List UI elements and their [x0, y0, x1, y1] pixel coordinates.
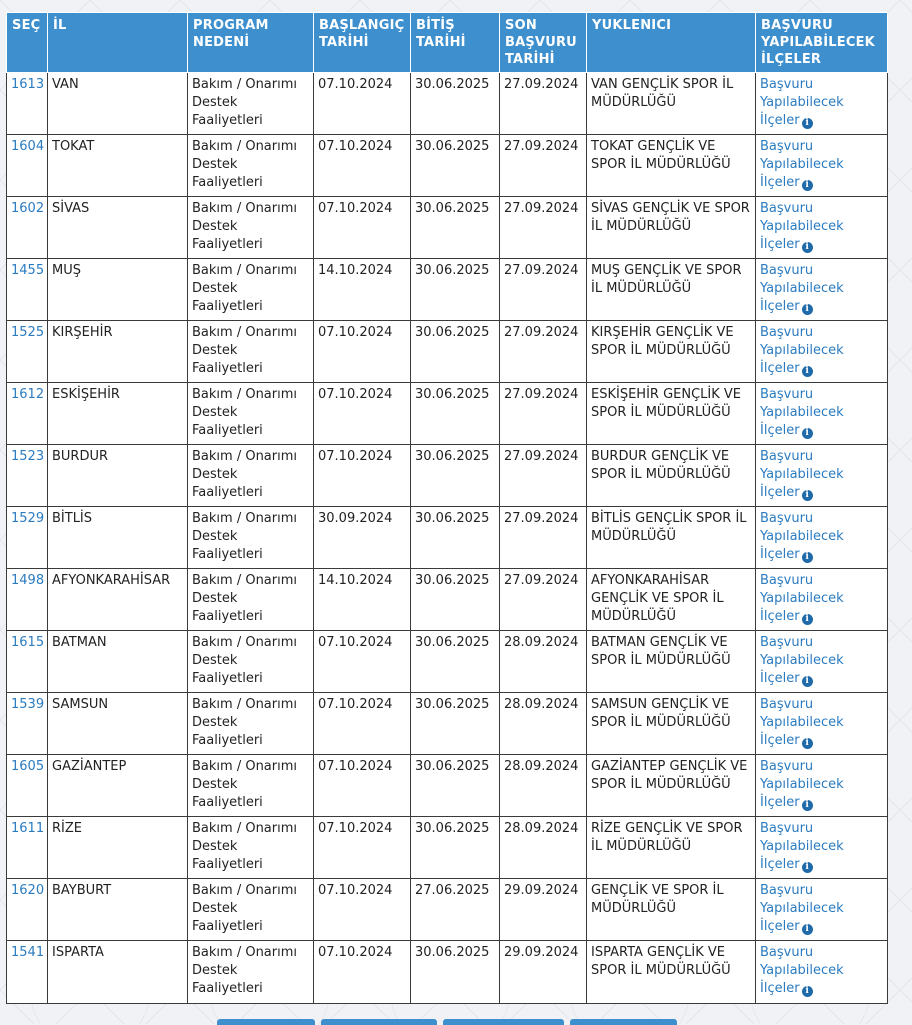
- cell-program-nedeni: Bakım / Onarımı Destek Faaliyetleri: [188, 73, 314, 135]
- cell-son-basvuru-tarihi: 27.09.2024: [500, 569, 587, 631]
- basvuru-ilceler-link[interactable]: [760, 883, 844, 934]
- cell-basvuru-ilceler: [756, 135, 888, 197]
- cell-basvuru-ilceler: [756, 197, 888, 259]
- basvuru-ilceler-link[interactable]: [760, 945, 844, 996]
- cell-il: TOKAT: [48, 135, 188, 197]
- cell-il: BATMAN: [48, 631, 188, 693]
- basvuru-ilceler-label: Başvuru Yapılabilecek İlçeler: [760, 387, 844, 438]
- cell-yuklenici: BATMAN GENÇLİK VE SPOR İL MÜDÜRLÜĞÜ: [587, 631, 756, 693]
- header-yuklenici[interactable]: YUKLENICI: [587, 13, 756, 73]
- cell-bitis-tarihi: 30.06.2025: [411, 755, 500, 817]
- info-circle-icon[interactable]: i: [802, 738, 813, 749]
- info-circle-icon[interactable]: i: [802, 614, 813, 625]
- select-link[interactable]: 1455: [11, 263, 45, 278]
- basvuru-ilceler-link[interactable]: [760, 573, 844, 624]
- cell-program-nedeni: Bakım / Onarımı Destek Faaliyetleri: [188, 383, 314, 445]
- cell-sec: [7, 631, 48, 693]
- cell-basvuru-ilceler: [756, 445, 888, 507]
- info-circle-icon[interactable]: i: [802, 304, 813, 315]
- table-row: [7, 321, 888, 383]
- cell-bitis-tarihi: 30.06.2025: [411, 631, 500, 693]
- cell-bitis-tarihi: 30.06.2025: [411, 135, 500, 197]
- basvuru-ilceler-label: Başvuru Yapılabilecek İlçeler: [760, 139, 844, 190]
- cell-son-basvuru-tarihi: 28.09.2024: [500, 817, 587, 879]
- basvuru-ilceler-label: Başvuru Yapılabilecek İlçeler: [760, 883, 844, 934]
- header-bitis-tarihi[interactable]: BİTİŞ TARİHİ: [411, 13, 500, 73]
- cell-program-nedeni: Bakım / Onarımı Destek Faaliyetleri: [188, 569, 314, 631]
- cell-yuklenici: BURDUR GENÇLİK VE SPOR İL MÜDÜRLÜĞÜ: [587, 445, 756, 507]
- info-circle-icon[interactable]: i: [802, 862, 813, 873]
- cell-son-basvuru-tarihi: 28.09.2024: [500, 755, 587, 817]
- cell-sec: [7, 507, 48, 569]
- cell-il: SAMSUN: [48, 693, 188, 755]
- select-link[interactable]: 1605: [11, 759, 45, 774]
- cell-yuklenici: ESKİŞEHİR GENÇLİK VE SPOR İL MÜDÜRLÜĞÜ: [587, 383, 756, 445]
- cell-yuklenici: MUŞ GENÇLİK VE SPOR İL MÜDÜRLÜĞÜ: [587, 259, 756, 321]
- info-circle-icon[interactable]: i: [802, 180, 813, 191]
- cell-sec: [7, 383, 48, 445]
- basvuru-ilceler-link[interactable]: [760, 759, 844, 810]
- cell-baslangic-tarihi: 07.10.2024: [314, 321, 411, 383]
- cell-sec: [7, 197, 48, 259]
- basvuru-ilceler-label: Başvuru Yapılabilecek İlçeler: [760, 697, 844, 748]
- info-circle-icon[interactable]: i: [802, 552, 813, 563]
- program-table: [6, 12, 888, 1004]
- cell-baslangic-tarihi: 14.10.2024: [314, 569, 411, 631]
- info-circle-icon[interactable]: i: [802, 242, 813, 253]
- select-link[interactable]: 1604: [11, 139, 45, 154]
- cell-yuklenici: KIRŞEHİR GENÇLİK VE SPOR İL MÜDÜRLÜĞÜ: [587, 321, 756, 383]
- cell-sec: [7, 445, 48, 507]
- cell-baslangic-tarihi: 07.10.2024: [314, 631, 411, 693]
- cell-basvuru-ilceler: [756, 321, 888, 383]
- cell-yuklenici: RİZE GENÇLİK VE SPOR İL MÜDÜRLÜĞÜ: [587, 817, 756, 879]
- cell-il: SİVAS: [48, 197, 188, 259]
- table-row: [7, 631, 888, 693]
- select-link[interactable]: 1541: [11, 945, 45, 960]
- cell-program-nedeni: Bakım / Onarımı Destek Faaliyetleri: [188, 259, 314, 321]
- select-link[interactable]: 1611: [11, 821, 45, 836]
- cell-il: MUŞ: [48, 259, 188, 321]
- cell-son-basvuru-tarihi: 28.09.2024: [500, 631, 587, 693]
- cell-baslangic-tarihi: 07.10.2024: [314, 135, 411, 197]
- info-circle-icon[interactable]: i: [802, 428, 813, 439]
- cell-program-nedeni: Bakım / Onarımı Destek Faaliyetleri: [188, 941, 314, 1004]
- table-row: [7, 197, 888, 259]
- basvuru-ilceler-label: Başvuru Yapılabilecek İlçeler: [760, 77, 844, 128]
- cell-son-basvuru-tarihi: 28.09.2024: [500, 693, 587, 755]
- table-row: [7, 879, 888, 941]
- cell-bitis-tarihi: 30.06.2025: [411, 445, 500, 507]
- cell-il: BİTLİS: [48, 507, 188, 569]
- pagination-button-1[interactable]: [217, 1019, 315, 1025]
- cell-son-basvuru-tarihi: 27.09.2024: [500, 383, 587, 445]
- basvuru-ilceler-label: Başvuru Yapılabilecek İlçeler: [760, 201, 844, 252]
- header-il[interactable]: İL: [48, 13, 188, 73]
- cell-il: BURDUR: [48, 445, 188, 507]
- header-program-nedeni[interactable]: PROGRAM NEDENİ: [188, 13, 314, 73]
- cell-yuklenici: VAN GENÇLİK SPOR İL MÜDÜRLÜĞÜ: [587, 73, 756, 135]
- cell-son-basvuru-tarihi: 29.09.2024: [500, 941, 587, 1004]
- info-circle-icon[interactable]: i: [802, 366, 813, 377]
- cell-sec: [7, 135, 48, 197]
- basvuru-ilceler-label: Başvuru Yapılabilecek İlçeler: [760, 821, 844, 872]
- basvuru-ilceler-label: Başvuru Yapılabilecek İlçeler: [760, 945, 844, 996]
- cell-program-nedeni: Bakım / Onarımı Destek Faaliyetleri: [188, 693, 314, 755]
- cell-yuklenici: SİVAS GENÇLİK VE SPOR İL MÜDÜRLÜĞÜ: [587, 197, 756, 259]
- table-row: [7, 383, 888, 445]
- cell-bitis-tarihi: 27.06.2025: [411, 879, 500, 941]
- cell-basvuru-ilceler: [756, 569, 888, 631]
- cell-baslangic-tarihi: 07.10.2024: [314, 445, 411, 507]
- select-link[interactable]: 1613: [11, 77, 45, 92]
- cell-program-nedeni: Bakım / Onarımı Destek Faaliyetleri: [188, 817, 314, 879]
- cell-basvuru-ilceler: [756, 631, 888, 693]
- cell-il: AFYONKARAHİSAR: [48, 569, 188, 631]
- table-row: [7, 259, 888, 321]
- basvuru-ilceler-link[interactable]: [760, 387, 844, 438]
- cell-program-nedeni: Bakım / Onarımı Destek Faaliyetleri: [188, 507, 314, 569]
- cell-program-nedeni: Bakım / Onarımı Destek Faaliyetleri: [188, 321, 314, 383]
- cell-son-basvuru-tarihi: 27.09.2024: [500, 321, 587, 383]
- basvuru-ilceler-link[interactable]: [760, 635, 844, 686]
- cell-program-nedeni: Bakım / Onarımı Destek Faaliyetleri: [188, 755, 314, 817]
- basvuru-ilceler-link[interactable]: [760, 201, 844, 252]
- cell-baslangic-tarihi: 07.10.2024: [314, 73, 411, 135]
- basvuru-ilceler-label: Başvuru Yapılabilecek İlçeler: [760, 759, 844, 810]
- basvuru-ilceler-label: Başvuru Yapılabilecek İlçeler: [760, 635, 844, 686]
- cell-bitis-tarihi: 30.06.2025: [411, 507, 500, 569]
- table-header-row: [7, 13, 888, 73]
- cell-sec: [7, 259, 48, 321]
- info-circle-icon[interactable]: i: [802, 676, 813, 687]
- basvuru-ilceler-link[interactable]: [760, 325, 844, 376]
- cell-sec: [7, 321, 48, 383]
- table-row: [7, 507, 888, 569]
- select-link[interactable]: 1602: [11, 201, 45, 216]
- table-row: [7, 445, 888, 507]
- select-link[interactable]: 1498: [11, 573, 45, 588]
- cell-il: GAZİANTEP: [48, 755, 188, 817]
- info-circle-icon[interactable]: i: [802, 490, 813, 501]
- basvuru-ilceler-label: Başvuru Yapılabilecek İlçeler: [760, 511, 844, 562]
- cell-baslangic-tarihi: 07.10.2024: [314, 755, 411, 817]
- table-body: [7, 73, 888, 1004]
- basvuru-ilceler-link[interactable]: [760, 77, 844, 128]
- cell-il: VAN: [48, 73, 188, 135]
- cell-baslangic-tarihi: 07.10.2024: [314, 693, 411, 755]
- header-baslangic-tarihi[interactable]: BAŞLANGIÇ TARİHİ: [314, 13, 411, 73]
- basvuru-ilceler-label: Başvuru Yapılabilecek İlçeler: [760, 573, 844, 624]
- basvuru-ilceler-label: Başvuru Yapılabilecek İlçeler: [760, 263, 844, 314]
- cell-son-basvuru-tarihi: 27.09.2024: [500, 197, 587, 259]
- cell-sec: [7, 693, 48, 755]
- pagination-button-2[interactable]: [321, 1019, 437, 1025]
- cell-basvuru-ilceler: [756, 941, 888, 1004]
- cell-son-basvuru-tarihi: 27.09.2024: [500, 259, 587, 321]
- cell-sec: [7, 879, 48, 941]
- cell-program-nedeni: Bakım / Onarımı Destek Faaliyetleri: [188, 879, 314, 941]
- cell-baslangic-tarihi: 30.09.2024: [314, 507, 411, 569]
- basvuru-ilceler-link[interactable]: [760, 821, 844, 872]
- cell-sec: [7, 569, 48, 631]
- basvuru-ilceler-label: Başvuru Yapılabilecek İlçeler: [760, 325, 844, 376]
- table-row: [7, 755, 888, 817]
- select-link[interactable]: 1523: [11, 449, 45, 464]
- table-row: [7, 73, 888, 135]
- cell-baslangic-tarihi: 07.10.2024: [314, 817, 411, 879]
- header-son-basvuru-tarihi[interactable]: SON BAŞVURU TARİHİ: [500, 13, 587, 73]
- select-link[interactable]: 1612: [11, 387, 45, 402]
- cell-bitis-tarihi: 30.06.2025: [411, 73, 500, 135]
- cell-son-basvuru-tarihi: 27.09.2024: [500, 445, 587, 507]
- cell-baslangic-tarihi: 14.10.2024: [314, 259, 411, 321]
- select-link[interactable]: 1529: [11, 511, 45, 526]
- cell-baslangic-tarihi: 07.10.2024: [314, 383, 411, 445]
- cell-basvuru-ilceler: [756, 507, 888, 569]
- table-row: [7, 817, 888, 879]
- cell-basvuru-ilceler: [756, 73, 888, 135]
- basvuru-ilceler-link[interactable]: [760, 263, 844, 314]
- cell-il: RİZE: [48, 817, 188, 879]
- table-container: [6, 12, 888, 1004]
- cell-bitis-tarihi: 30.06.2025: [411, 259, 500, 321]
- info-circle-icon[interactable]: i: [802, 924, 813, 935]
- cell-baslangic-tarihi: 07.10.2024: [314, 941, 411, 1004]
- basvuru-ilceler-link[interactable]: [760, 697, 844, 748]
- cell-yuklenici: AFYONKARAHİSAR GENÇLİK VE SPOR İL MÜDÜRLÜĞÜ: [587, 569, 756, 631]
- cell-bitis-tarihi: 30.06.2025: [411, 693, 500, 755]
- cell-baslangic-tarihi: 07.10.2024: [314, 879, 411, 941]
- cell-program-nedeni: Bakım / Onarımı Destek Faaliyetleri: [188, 631, 314, 693]
- cell-il: BAYBURT: [48, 879, 188, 941]
- cell-yuklenici: ISPARTA GENÇLİK VE SPOR İL MÜDÜRLÜĞÜ: [587, 941, 756, 1004]
- info-circle-icon[interactable]: i: [802, 986, 813, 997]
- cell-son-basvuru-tarihi: 29.09.2024: [500, 879, 587, 941]
- cell-yuklenici: GENÇLİK VE SPOR İL MÜDÜRLÜĞÜ: [587, 879, 756, 941]
- select-link[interactable]: 1615: [11, 635, 45, 650]
- cell-yuklenici: SAMSUN GENÇLİK VE SPOR İL MÜDÜRLÜĞÜ: [587, 693, 756, 755]
- pagination-button-4[interactable]: [570, 1019, 677, 1025]
- cell-bitis-tarihi: 30.06.2025: [411, 569, 500, 631]
- select-link[interactable]: 1525: [11, 325, 45, 340]
- cell-yuklenici: TOKAT GENÇLİK VE SPOR İL MÜDÜRLÜĞÜ: [587, 135, 756, 197]
- cell-bitis-tarihi: 30.06.2025: [411, 817, 500, 879]
- cell-program-nedeni: Bakım / Onarımı Destek Faaliyetleri: [188, 445, 314, 507]
- cell-program-nedeni: Bakım / Onarımı Destek Faaliyetleri: [188, 197, 314, 259]
- cell-basvuru-ilceler: [756, 383, 888, 445]
- cell-sec: [7, 755, 48, 817]
- cell-basvuru-ilceler: [756, 755, 888, 817]
- pagination-bar: [0, 1019, 912, 1025]
- cell-il: ESKİŞEHİR: [48, 383, 188, 445]
- cell-sec: [7, 941, 48, 1004]
- cell-program-nedeni: Bakım / Onarımı Destek Faaliyetleri: [188, 135, 314, 197]
- basvuru-ilceler-link[interactable]: [760, 511, 844, 562]
- cell-bitis-tarihi: 30.06.2025: [411, 383, 500, 445]
- cell-bitis-tarihi: 30.06.2025: [411, 321, 500, 383]
- cell-il: KIRŞEHİR: [48, 321, 188, 383]
- basvuru-ilceler-link[interactable]: [760, 139, 844, 190]
- cell-basvuru-ilceler: [756, 879, 888, 941]
- table-row: [7, 693, 888, 755]
- header-sec[interactable]: SEÇ: [7, 13, 48, 73]
- cell-basvuru-ilceler: [756, 259, 888, 321]
- cell-yuklenici: BİTLİS GENÇLİK SPOR İL MÜDÜRLÜĞÜ: [587, 507, 756, 569]
- table-row: [7, 569, 888, 631]
- info-circle-icon[interactable]: i: [802, 118, 813, 129]
- select-link[interactable]: 1620: [11, 883, 45, 898]
- cell-yuklenici: GAZİANTEP GENÇLİK VE SPOR İL MÜDÜRLÜĞÜ: [587, 755, 756, 817]
- basvuru-ilceler-link[interactable]: [760, 449, 844, 500]
- select-link[interactable]: 1539: [11, 697, 45, 712]
- cell-son-basvuru-tarihi: 27.09.2024: [500, 73, 587, 135]
- cell-bitis-tarihi: 30.06.2025: [411, 941, 500, 1004]
- cell-basvuru-ilceler: [756, 817, 888, 879]
- cell-sec: [7, 817, 48, 879]
- table-row: [7, 135, 888, 197]
- basvuru-ilceler-label: Başvuru Yapılabilecek İlçeler: [760, 449, 844, 500]
- cell-il: ISPARTA: [48, 941, 188, 1004]
- cell-bitis-tarihi: 30.06.2025: [411, 197, 500, 259]
- pagination-button-3[interactable]: [443, 1019, 564, 1025]
- cell-son-basvuru-tarihi: 27.09.2024: [500, 507, 587, 569]
- cell-son-basvuru-tarihi: 27.09.2024: [500, 135, 587, 197]
- header-basvuru-ilceler[interactable]: BAŞVURU YAPILABİLECEK İLÇELER: [756, 13, 888, 73]
- table-row: [7, 941, 888, 1004]
- cell-sec: [7, 73, 48, 135]
- cell-basvuru-ilceler: [756, 693, 888, 755]
- cell-baslangic-tarihi: 07.10.2024: [314, 197, 411, 259]
- info-circle-icon[interactable]: i: [802, 800, 813, 811]
